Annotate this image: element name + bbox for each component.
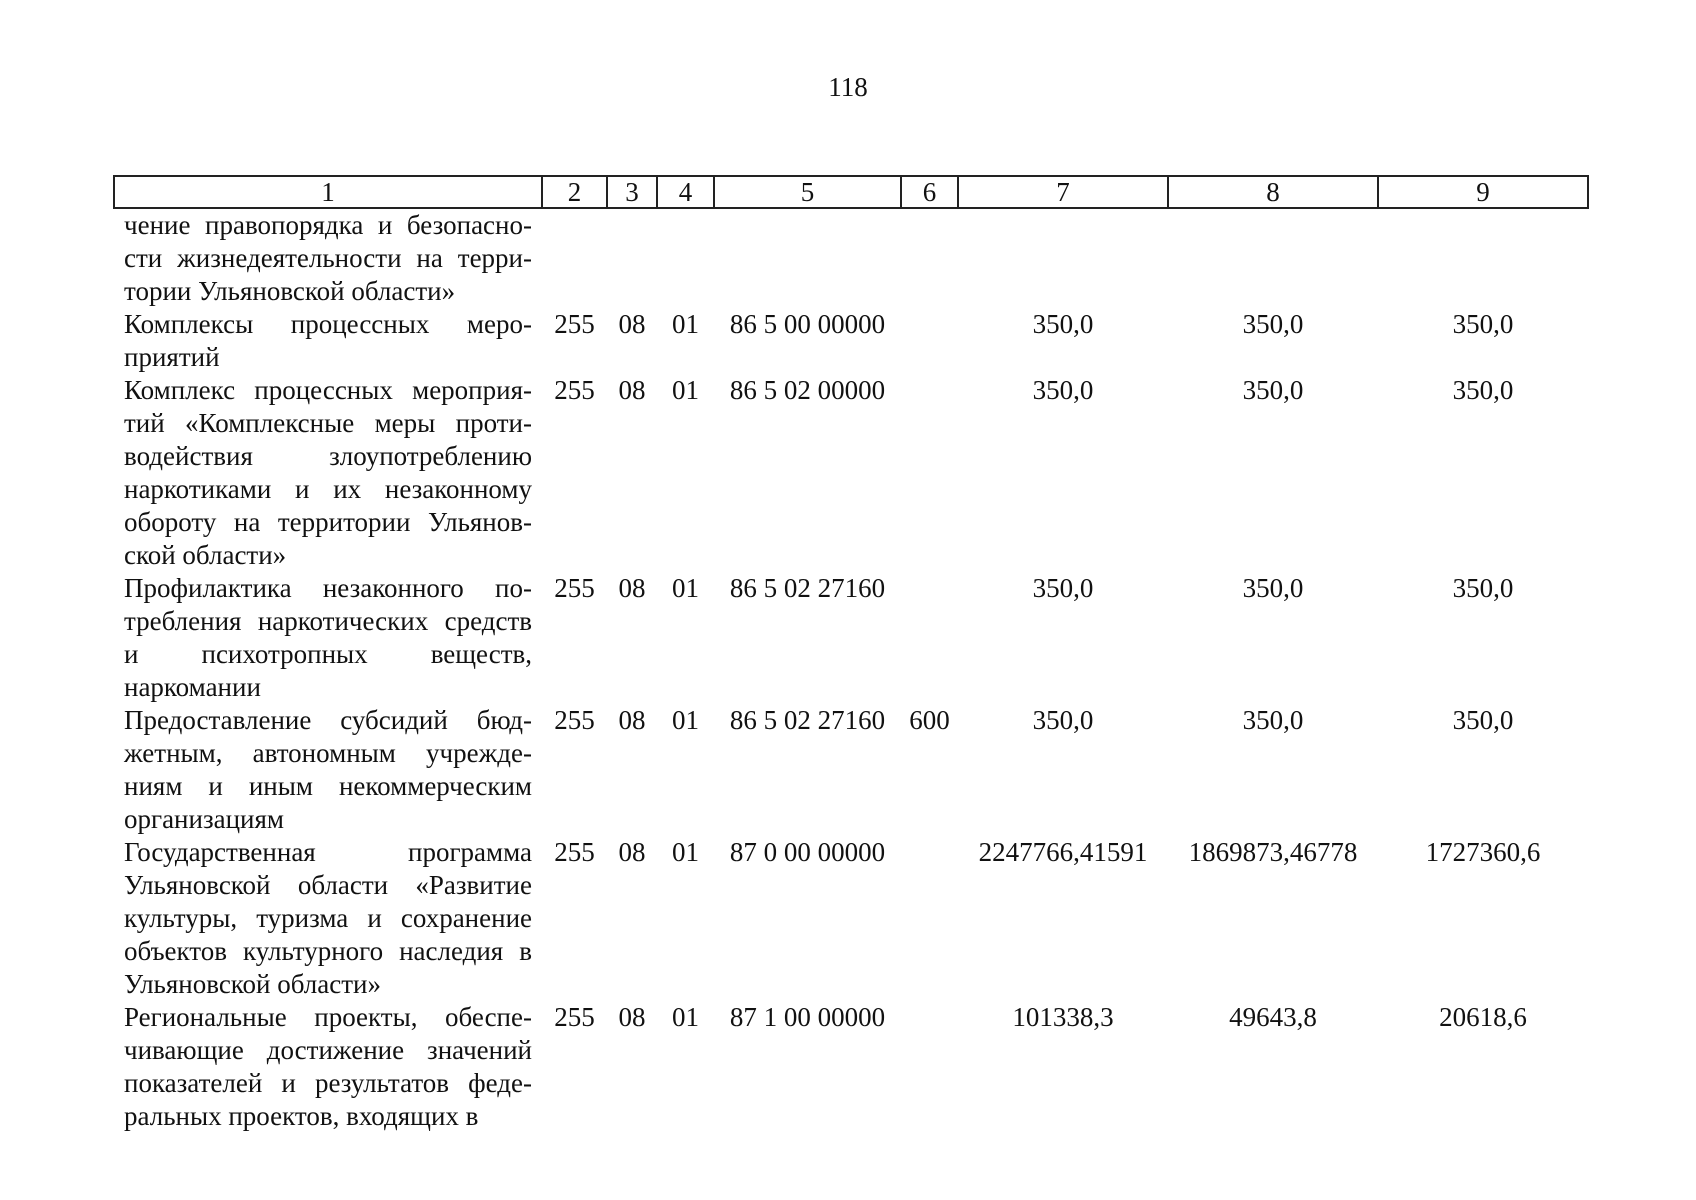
table-row [114, 572, 1588, 704]
row-name: Комплексы процессных мероприятий [124, 309, 532, 372]
table-row [114, 374, 1588, 572]
header-col-6: 6 [901, 176, 958, 208]
row-col-6 [901, 308, 958, 374]
row-col-6 [901, 208, 958, 308]
header-col-9: 9 [1378, 176, 1588, 208]
header-col-7: 7 [958, 176, 1168, 208]
header-col-2: 2 [542, 176, 607, 208]
row-col-7 [958, 208, 1168, 308]
page-number: 118 [828, 72, 868, 102]
row-col-3 [607, 208, 657, 308]
row-col-8 [1168, 208, 1378, 308]
row-col-7: 350,0 [1032, 705, 1094, 735]
row-col-4: 01 [672, 375, 699, 405]
row-col-3: 08 [618, 573, 646, 603]
row-col-8: 350,0 [1242, 375, 1304, 405]
row-col-6 [901, 1001, 958, 1133]
row-col-4 [657, 208, 714, 308]
row-col-6: 600 [909, 705, 950, 735]
header-col-3: 3 [607, 176, 657, 208]
row-col-3: 08 [618, 837, 646, 867]
row-name: чение правопорядка и безопасности жизнедеятельности на территории Ульяновской области» [124, 210, 532, 306]
row-col-4: 01 [672, 1002, 699, 1032]
row-col-9: 1727360,6 [1425, 837, 1541, 867]
row-col-7: 350,0 [1032, 375, 1094, 405]
table-row [114, 208, 1588, 308]
row-col-4: 01 [672, 309, 699, 339]
row-name: Комплекс процессных мероприятий «Комплексные меры противодействия злоупотреблению наркотиками и их незаконному обороту на территории Ульяновской области» [124, 375, 532, 570]
row-col-3: 08 [618, 705, 646, 735]
row-col-4: 01 [672, 705, 699, 735]
row-col-9: 20618,6 [1439, 1002, 1527, 1032]
row-col-6 [901, 836, 958, 1001]
row-col-5 [714, 208, 901, 308]
row-col-2: 255 [554, 573, 595, 603]
row-col-9: 350,0 [1452, 375, 1514, 405]
row-col-2: 255 [554, 1002, 595, 1032]
row-col-2: 255 [554, 375, 595, 405]
table-row [114, 836, 1588, 1001]
row-col-4: 01 [672, 573, 699, 603]
table-row [114, 1001, 1588, 1133]
budget-table-grid [113, 175, 1589, 1133]
table-row [114, 308, 1588, 374]
header-col-5: 5 [714, 176, 901, 208]
row-col-5: 87 0 00 00000 [729, 837, 886, 867]
row-col-8: 49643,8 [1229, 1002, 1317, 1032]
row-col-9: 350,0 [1452, 309, 1514, 339]
row-col-7: 350,0 [1032, 573, 1094, 603]
row-col-2: 255 [554, 837, 595, 867]
row-col-8: 350,0 [1242, 309, 1304, 339]
row-col-8: 350,0 [1242, 573, 1304, 603]
row-col-6 [901, 572, 958, 704]
row-col-3: 08 [618, 375, 646, 405]
row-name: Предоставление субсидий бюджетным, автономным учреждениям и иным некоммерческим организациям [124, 705, 532, 834]
row-col-8: 1869873,46778 [1188, 837, 1358, 867]
row-col-2: 255 [554, 309, 595, 339]
row-col-3: 08 [618, 1002, 646, 1032]
row-col-9: 350,0 [1452, 573, 1514, 603]
row-name: Региональные проекты, обеспечивающие достижение значений показателей и результатов федеральных проектов, входящих в [124, 1002, 532, 1131]
header-col-4: 4 [657, 176, 714, 208]
row-col-9 [1378, 208, 1588, 308]
budget-table [113, 175, 1587, 1133]
row-col-6 [901, 374, 958, 572]
row-col-4: 01 [672, 837, 699, 867]
row-col-3: 08 [618, 309, 646, 339]
row-col-5: 87 1 00 00000 [729, 1002, 886, 1032]
header-row [114, 176, 1588, 208]
row-col-5: 86 5 02 27160 [729, 573, 886, 603]
table-row [114, 704, 1588, 836]
row-col-5: 86 5 02 27160 [729, 705, 886, 735]
header-col-8: 8 [1168, 176, 1378, 208]
row-col-5: 86 5 02 00000 [729, 375, 886, 405]
row-name: Профилактика незаконного потребления наркотических средств и психотропных веществ, наркомании [124, 573, 532, 702]
row-name: Государственная программа Ульяновской области «Развитие культуры, туризма и сохранение объектов культурного наследия в Ульяновской области» [124, 837, 532, 999]
row-col-9: 350,0 [1452, 705, 1514, 735]
row-col-7: 101338,3 [1012, 1002, 1114, 1032]
row-col-2: 255 [554, 705, 595, 735]
header-col-1: 1 [114, 176, 542, 208]
row-col-7: 2247766,41591 [978, 837, 1148, 867]
row-col-5: 86 5 00 00000 [729, 309, 886, 339]
row-col-2 [542, 208, 607, 308]
row-col-7: 350,0 [1032, 309, 1094, 339]
row-col-8: 350,0 [1242, 705, 1304, 735]
